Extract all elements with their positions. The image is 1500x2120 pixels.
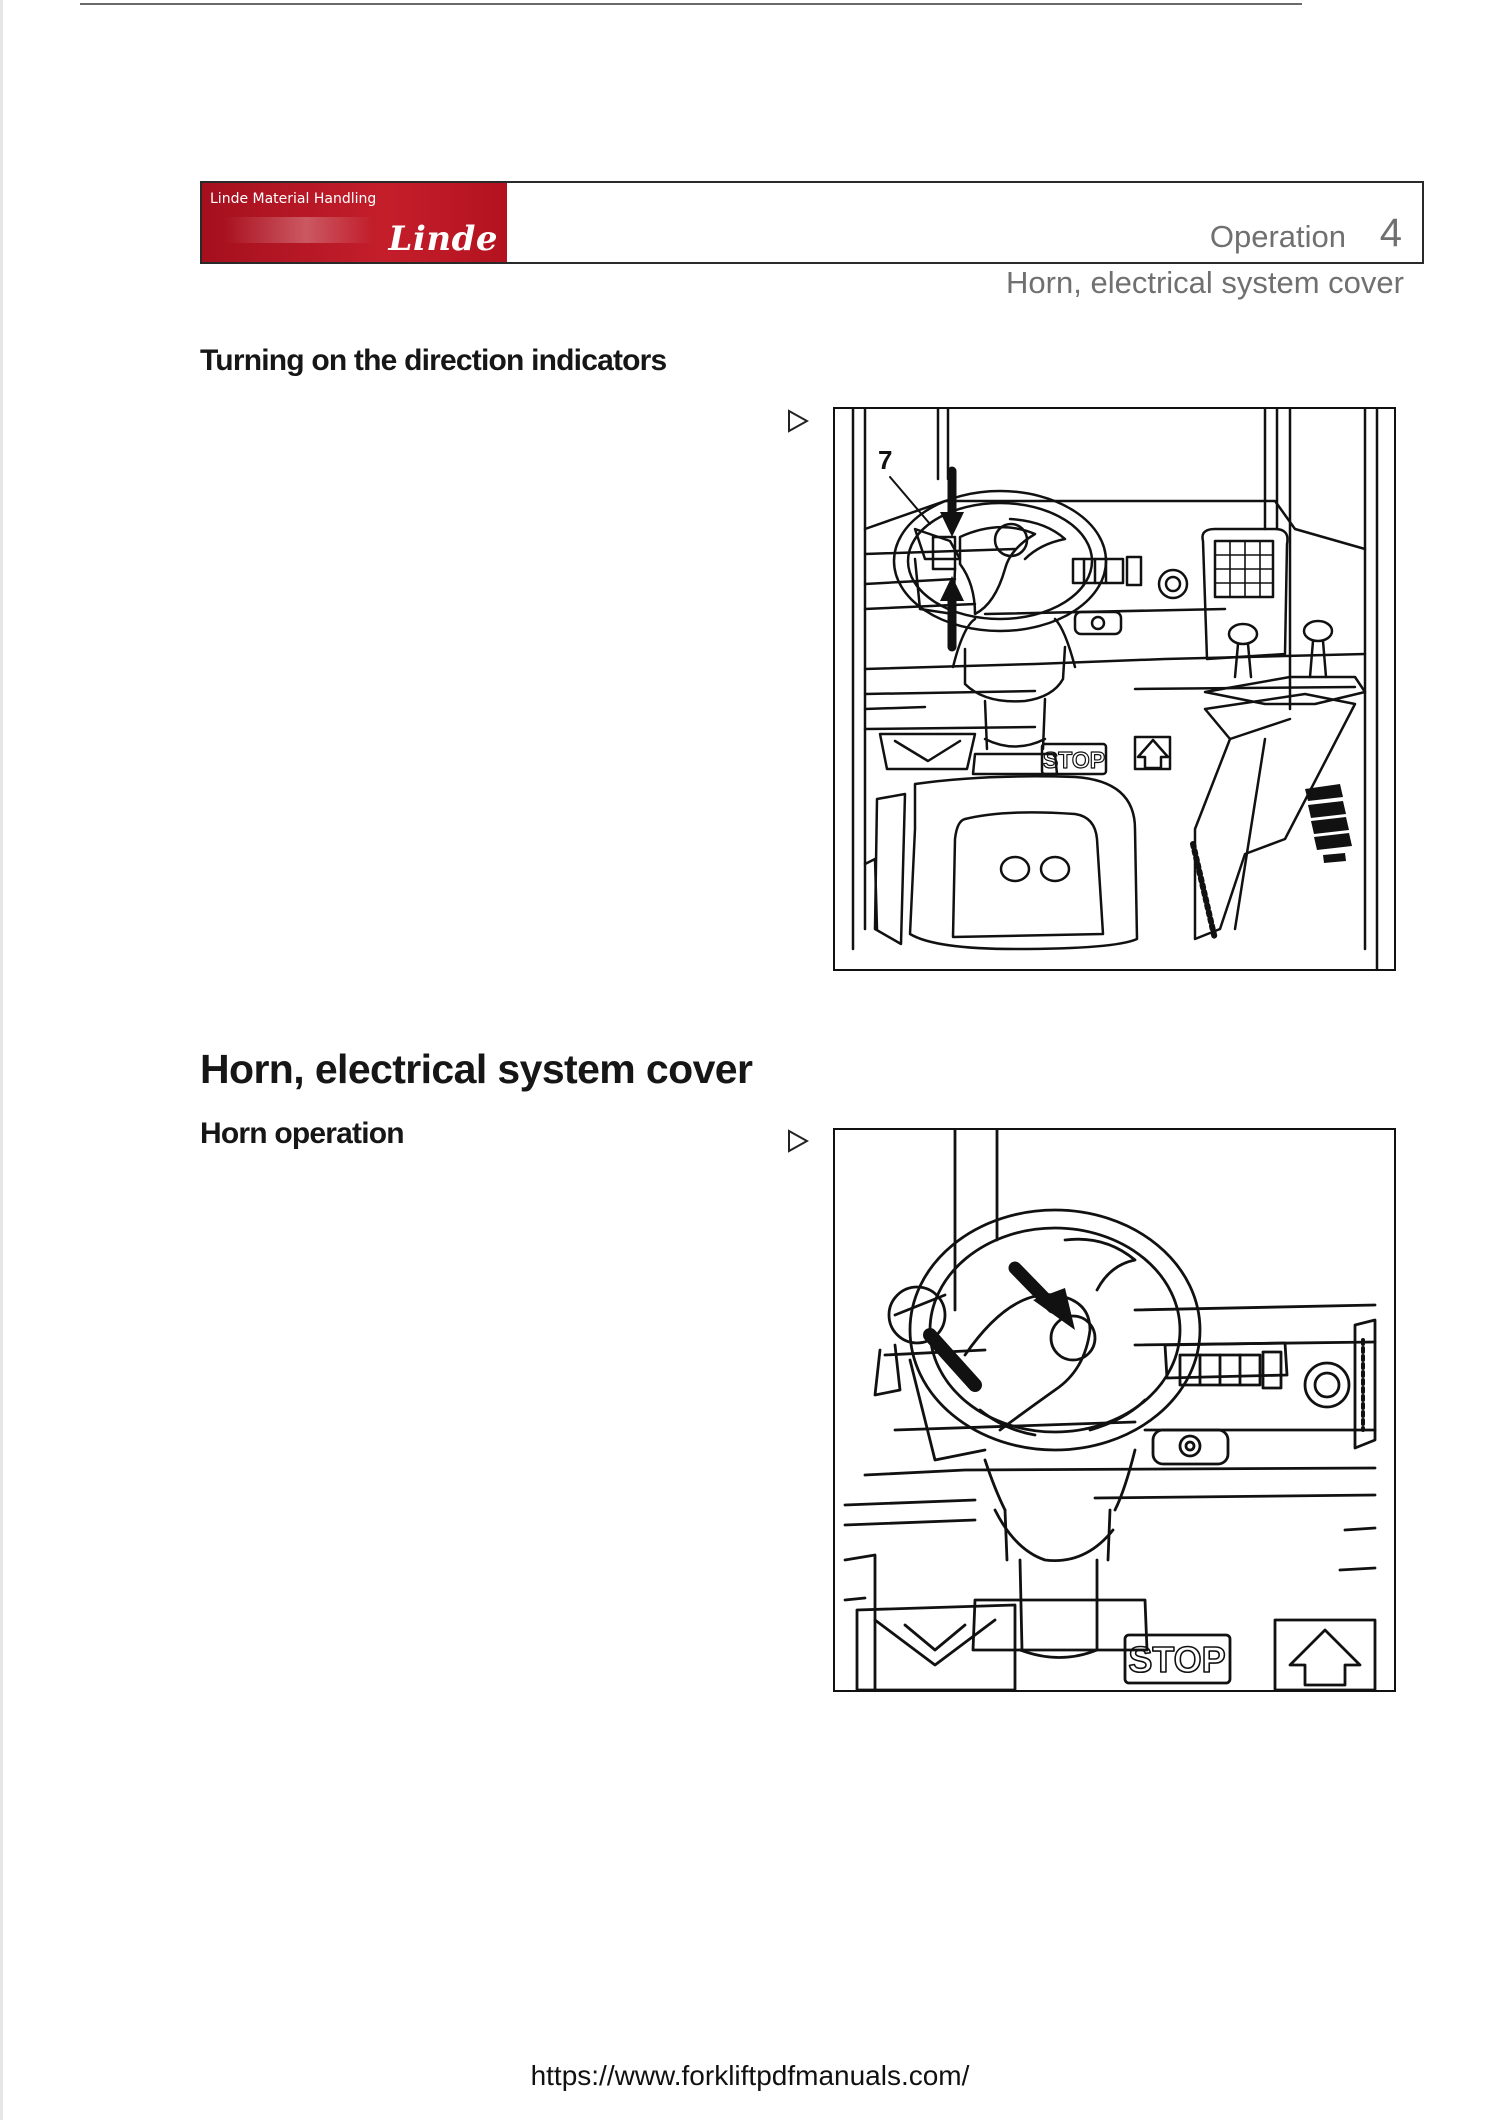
footer-url[interactable]: https://www.forkliftpdfmanuals.com/ bbox=[530, 2060, 970, 2091]
triangle-right-outline-icon bbox=[787, 1129, 809, 1153]
figure-horn-operation bbox=[833, 1128, 1396, 1692]
heading-direction-indicators: Turning on the direction indicators bbox=[200, 344, 667, 377]
callout-number: 7 bbox=[878, 445, 893, 475]
logo-caption: Linde Material Handling bbox=[210, 191, 377, 207]
page-header bbox=[200, 181, 1424, 264]
heading-horn-operation: Horn operation bbox=[200, 1117, 404, 1150]
section-subtitle: Horn, electrical system cover bbox=[1006, 265, 1404, 300]
chapter-title: Operation bbox=[1209, 219, 1346, 254]
stop-label: STOP bbox=[1042, 747, 1106, 773]
heading-horn-cover: Horn, electrical system cover bbox=[200, 1046, 753, 1092]
linde-logo bbox=[202, 183, 507, 262]
triangle-right-outline-icon bbox=[787, 409, 809, 433]
logo-wordmark: Linde bbox=[388, 219, 498, 259]
page-edge bbox=[0, 0, 3, 2120]
stop-label: STOP bbox=[1128, 1639, 1226, 1680]
chapter-number: 4 bbox=[1379, 211, 1402, 255]
top-rule bbox=[80, 3, 1302, 5]
figure-direction-indicators bbox=[833, 407, 1396, 971]
